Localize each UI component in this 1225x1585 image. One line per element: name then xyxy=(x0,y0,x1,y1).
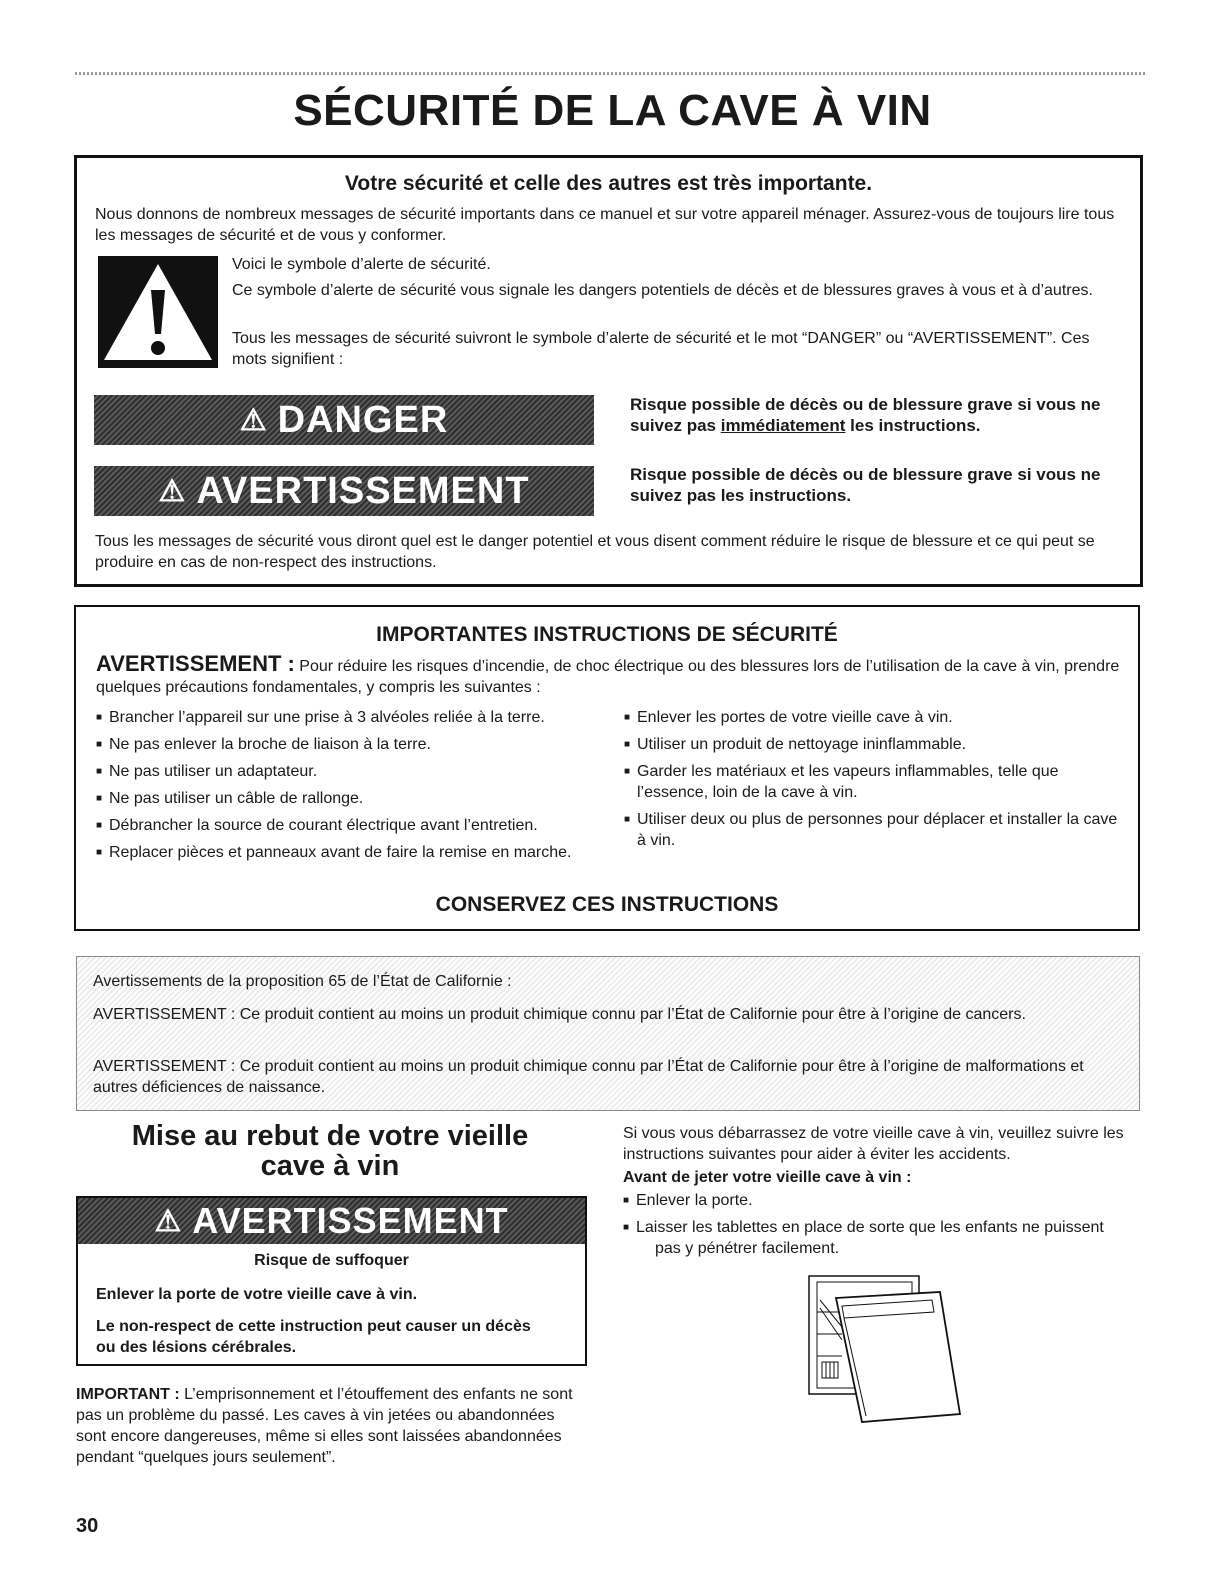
safety-heading: Votre sécurité et celle des autres est très importante. xyxy=(344,172,873,195)
list-item: ■ Utiliser deux ou plus de personnes pour déplacer et installer la cave à vin. xyxy=(624,809,1129,851)
warning-description: Risque possible de décès ou de blessure grave si vous ne suivez pas les instructions. xyxy=(630,465,1101,505)
warning-triangle-icon: ⚠ xyxy=(239,403,268,437)
list-item: ■ Ne pas utiliser un câble de rallonge. xyxy=(96,788,606,809)
prop65-line-2: AVERTISSEMENT : Ce produit contient au moins un produit chimique connu par l’État de Californie pour être à l’origine de cancers. xyxy=(93,1006,1026,1023)
prop65-box xyxy=(76,956,1140,1111)
disposal-important xyxy=(76,1384,576,1468)
safety-footer: Tous les messages de sécurité vous diront quel est le danger potentiel et vous disent comment réduire le risque de blessure et ce qui peut se produire en cas de non-respect des instructions. xyxy=(95,533,1095,571)
disposal-important-text: L’emprisonnement et l’étouffement des enfants ne sont pas un problème du passé. Les caves à vin jetées ou abandonnées sont encore dangereuses, même si elles sont laissées abandonnées pendant “quelques jours seulement”. xyxy=(76,1386,573,1466)
top-rule xyxy=(75,72,1145,75)
page-title: SÉCURITÉ DE LA CAVE À VIN xyxy=(293,86,932,135)
danger-desc-a: Risque possible de décès ou de blessure grave si vous ne suivez pas xyxy=(630,395,1101,435)
danger-desc-b: les instructions. xyxy=(845,416,981,435)
disposal-warning-box xyxy=(76,1196,587,1366)
instructions-footer: CONSERVEZ CES INSTRUCTIONS xyxy=(435,893,779,916)
warning-triangle-icon: ⚠ xyxy=(154,1204,183,1238)
safety-intro: Nous donnons de nombreux messages de sécurité importants dans ce manuel et sur votre appareil ménager. Assurez-vous de toujours lire tous les messages de sécurité et de vous y conformer. xyxy=(95,206,1115,244)
list-item: ■ Ne pas utiliser un adaptateur. xyxy=(96,761,606,782)
disposal-risk: Risque de suffoquer xyxy=(254,1252,409,1269)
disposal-right-list xyxy=(623,1190,1123,1265)
instructions-heading: IMPORTANTES INSTRUCTIONS DE SÉCURITÉ xyxy=(376,623,838,646)
symbol-line-2: Ce symbole d’alerte de sécurité vous signale les dangers potentiels de décès et de blessures graves à vous et à d’autres. xyxy=(232,282,1093,299)
symbol-line-3: Tous les messages de sécurité suivront le symbole d’alerte de sécurité et le mot “DANGER” ou “AVERTISSEMENT”. Ces mots signifient : xyxy=(232,330,1090,368)
warning-triangle-icon: ⚠ xyxy=(158,474,187,508)
warning-banner xyxy=(94,466,594,516)
instructions-lead-text: Pour réduire les risques d’incendie, de choc électrique ou des blessures lors de l’utilisation de la cave à vin, prendre quelques précautions fondamentales, y compris les suivantes : xyxy=(96,658,1120,696)
list-item: ■ Brancher l’appareil sur une prise à 3 alvéoles reliée à la terre. xyxy=(96,707,606,728)
list-item: ■ Replacer pièces et panneaux avant de faire la remise en marche. xyxy=(96,842,589,863)
list-item: ■ Garder les matériaux et les vapeurs inflammables, telle que l’essence, loin de la cave à vin. xyxy=(624,761,1129,803)
disposal-heading: Mise au rebut de votre vieille cave à vin xyxy=(131,1120,529,1182)
danger-label: DANGER xyxy=(277,398,449,441)
disposal-warning-label: AVERTISSEMENT xyxy=(192,1200,509,1241)
instructions-left-list xyxy=(96,707,606,869)
danger-description xyxy=(630,394,1140,436)
wine-cellar-door-removal-illustration xyxy=(800,1272,965,1427)
instructions-right-list xyxy=(624,707,1129,857)
symbol-line-1: Voici le symbole d’alerte de sécurité. xyxy=(232,256,491,273)
page-number: 30 xyxy=(76,1515,99,1537)
instructions-lead-word: AVERTISSEMENT : xyxy=(96,651,295,676)
warning-label: AVERTISSEMENT xyxy=(196,469,530,512)
instructions-lead xyxy=(96,653,1121,698)
list-item: ■ Laisser les tablettes en place de sorte que les enfants ne puissent pas y pénétrer facilement. xyxy=(623,1217,1123,1259)
danger-banner xyxy=(94,395,594,445)
disposal-important-word: IMPORTANT : xyxy=(76,1386,180,1403)
list-item: ■ Enlever les portes de votre vieille cave à vin. xyxy=(624,707,1129,728)
danger-desc-emphasis: immédiatement xyxy=(720,416,846,435)
important-instructions-box xyxy=(74,605,1140,931)
list-item: ■ Enlever la porte. xyxy=(623,1190,1123,1211)
list-item: ■ Utiliser un produit de nettoyage ininflammable. xyxy=(624,734,1129,755)
prop65-line-1: Avertissements de la proposition 65 de l’État de Californie : xyxy=(93,973,512,990)
prop65-line-3: AVERTISSEMENT : Ce produit contient au moins un produit chimique connu par l’État de Californie pour être à l’origine de malformations et autres déficiences de naissance. xyxy=(93,1058,1084,1096)
disposal-right-intro: Si vous vous débarrassez de votre vieille cave à vin, veuillez suivre les instructions suivantes pour aider à éviter les accidents. xyxy=(623,1125,1124,1163)
safety-message-box xyxy=(74,155,1143,587)
disposal-consequence: Le non-respect de cette instruction peut causer un décès ou des lésions cérébrales. xyxy=(96,1318,531,1356)
disposal-instruction: Enlever la porte de votre vieille cave à vin. xyxy=(96,1286,418,1303)
disposal-right-heading: Avant de jeter votre vieille cave à vin : xyxy=(623,1169,912,1186)
disposal-warning-banner xyxy=(78,1198,585,1244)
safety-alert-icon xyxy=(98,256,218,368)
list-item: ■ Ne pas enlever la broche de liaison à la terre. xyxy=(96,734,606,755)
list-item: ■ Débrancher la source de courant électrique avant l’entretien. xyxy=(96,815,606,836)
